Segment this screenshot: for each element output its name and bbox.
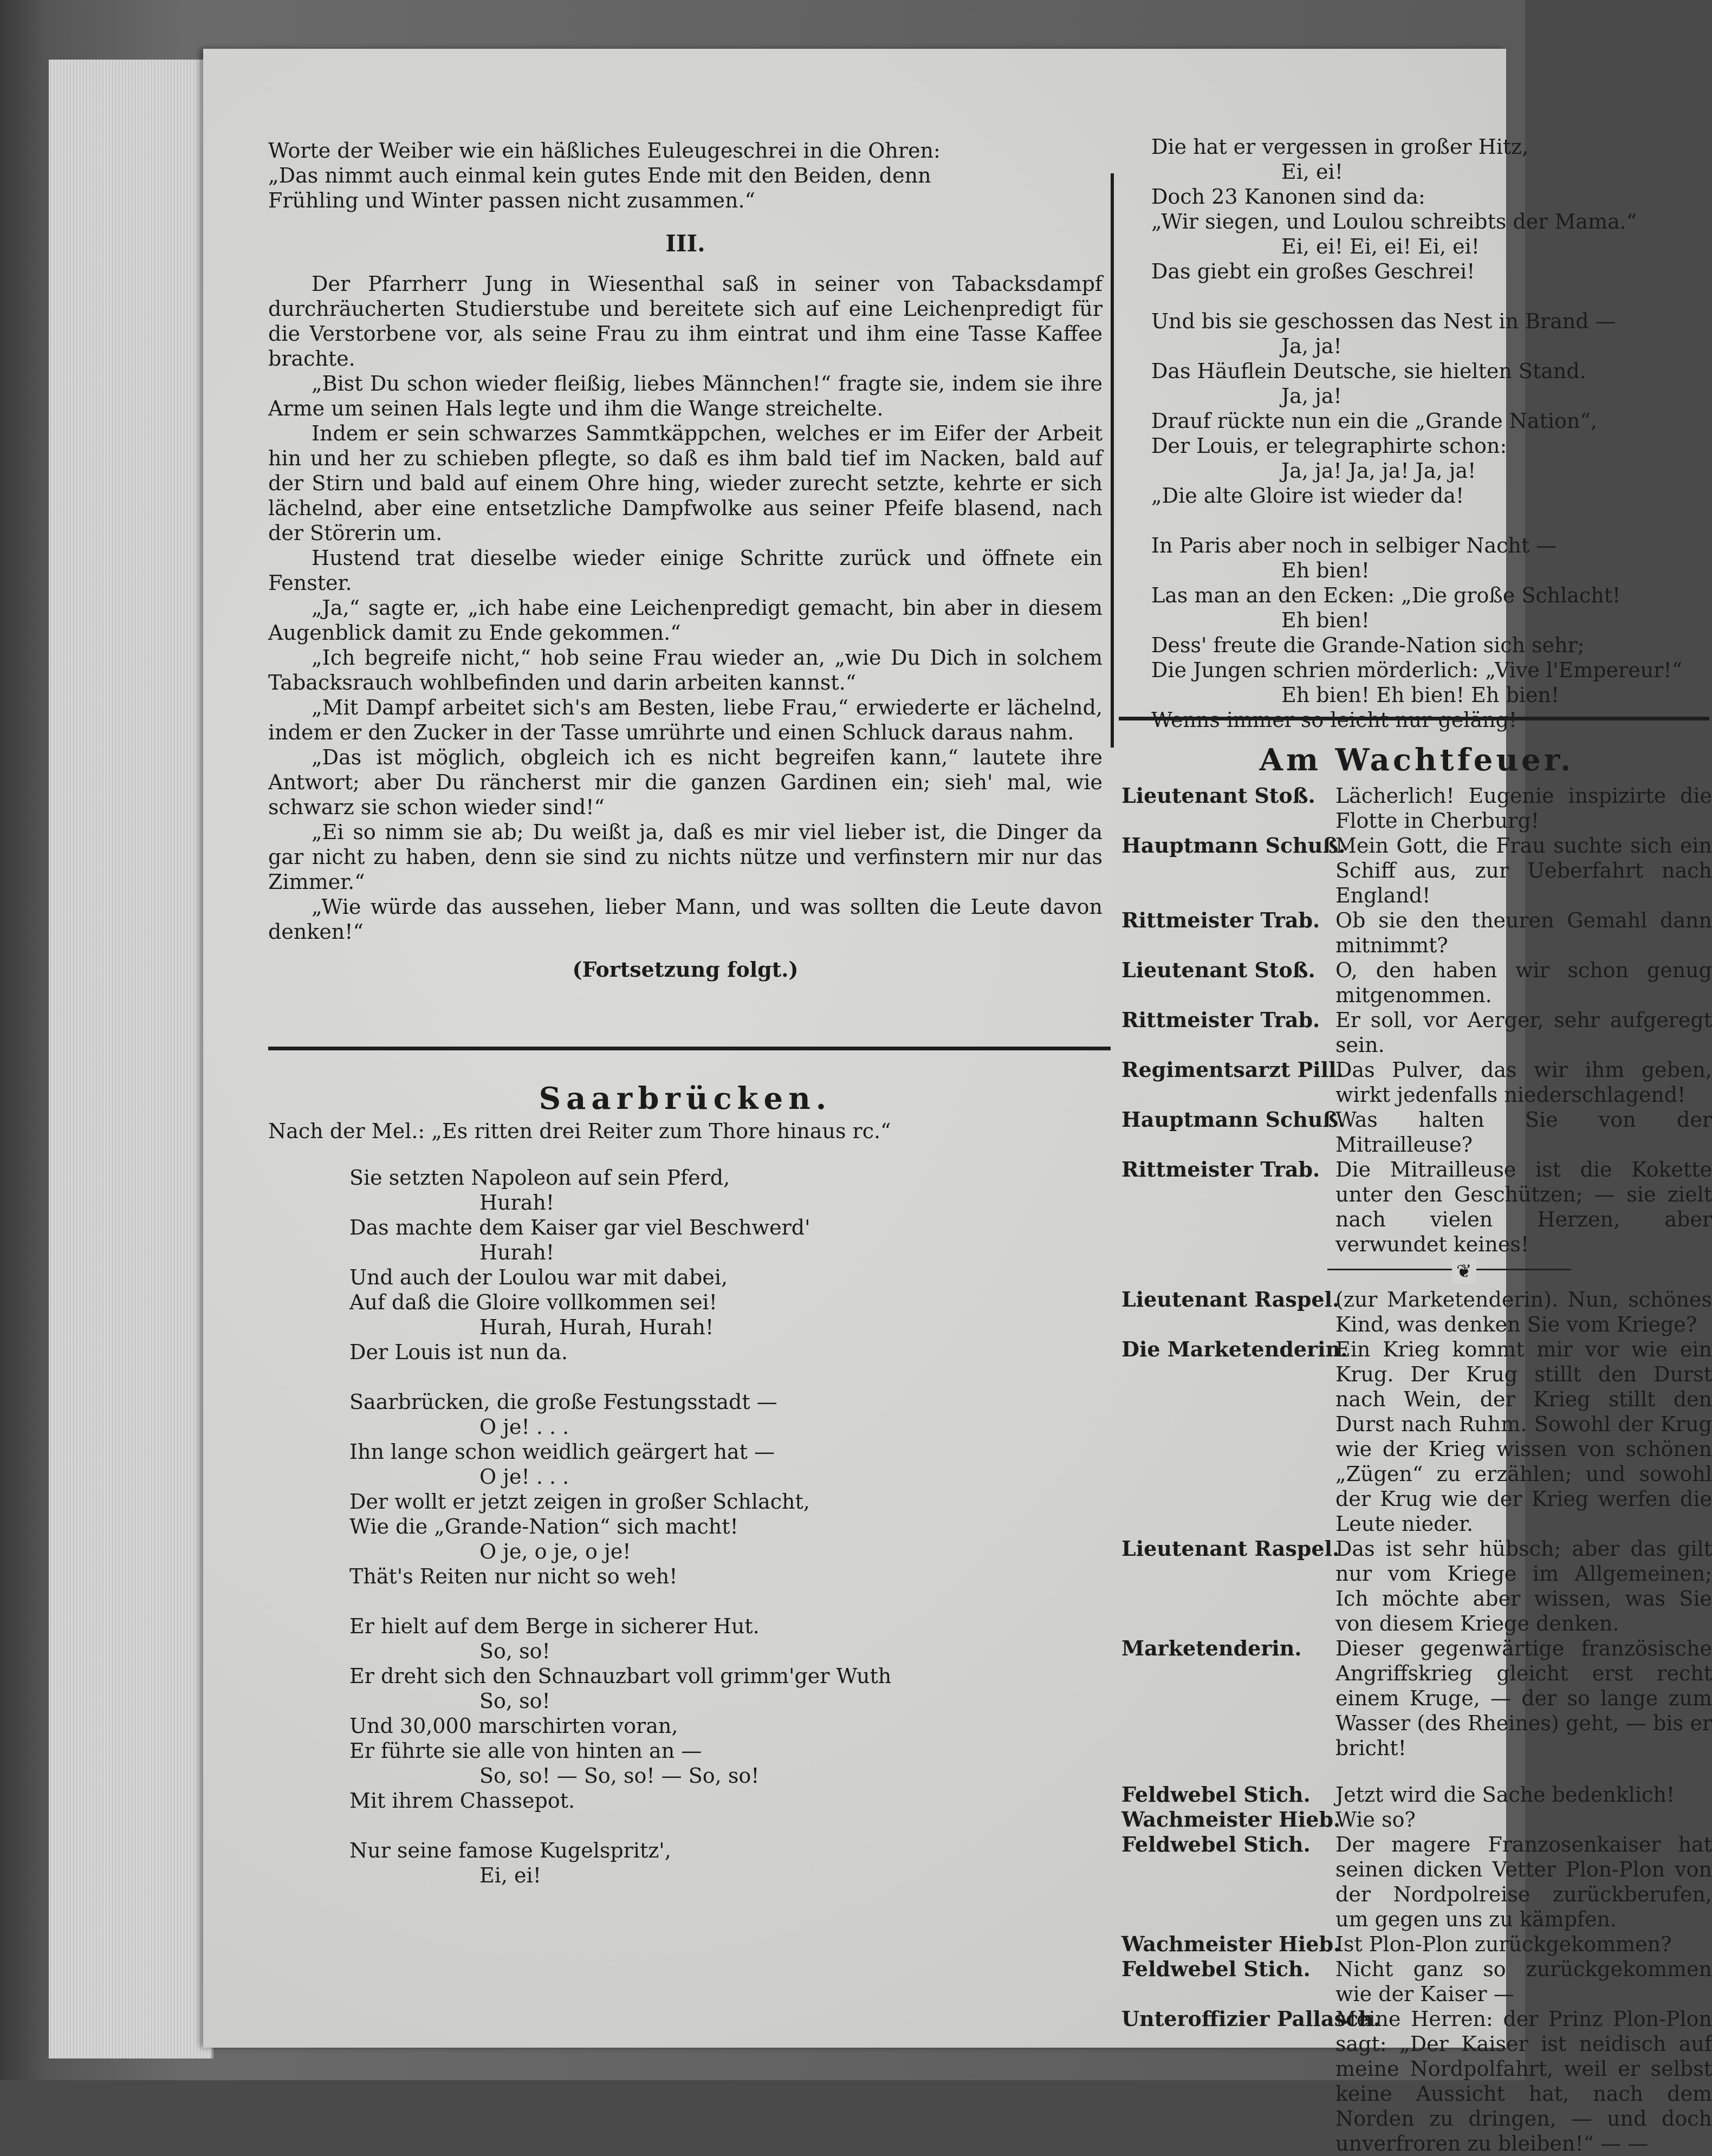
dialog-speaker: Rittmeister Trab. (1121, 1008, 1320, 1032)
wachtfeuer-section (1121, 742, 1712, 2156)
poem-refrain: Hurah, Hurah, Hurah! (479, 1315, 714, 1339)
dialog-speaker: Hauptmann Schuß. (1121, 1107, 1346, 1132)
poem-refrain: Ja, ja! (1281, 334, 1342, 358)
story-paragraph: Der Pfarrherr Jung in Wiesenthal saß in seiner von Tabacksdampf durchräucherten Studierstube und bereitete sich auf eine Leichenpredigt für die Verstorbene vor, als seine Frau zu ihm eintrat und ihm eine Tasse Kaffee brachte. (268, 272, 1103, 371)
story-paragraph: „Ja,“ sagte er, „ich habe eine Leichenpredigt gemacht, bin aber in diesem Augenblick damit zu Ende gekommen.“ (268, 596, 1103, 645)
poem-refrain: Ei, ei! Ei, ei! Ei, ei! (1281, 235, 1480, 258)
poem-line: Und auch der Loulou war mit dabei, (349, 1265, 728, 1289)
dialog-text: Was halten Sie von der Mitrailleuse? (1335, 1108, 1712, 1157)
rule-right (1119, 717, 1709, 720)
dialog-speaker: Lieutenant Raspel. (1121, 1287, 1340, 1311)
poem-refrain: Hurah! (479, 1191, 555, 1215)
poem-refrain: Eh bien! (1281, 608, 1370, 632)
poem-line: Das giebt ein großes Geschrei! (1151, 259, 1475, 283)
dialog-row (1121, 1107, 1712, 1157)
dialog-text: Jetzt wird die Sache bedenklich! (1335, 1783, 1675, 1807)
story-paragraph: „Mit Dampf arbeitet sich's am Besten, liebe Frau,“ erwiederte er lächelnd, indem er den Zucker in der Tasse umrührte und einen Schluck daraus nahm. (268, 696, 1103, 744)
poem-refrain: Ja, ja! (1281, 384, 1342, 408)
poem-line: Drauf rückte nun ein die „Grande Nation“, (1151, 409, 1597, 433)
poem-refrain: Ei, ei! (479, 1863, 541, 1887)
dialog-speaker: Rittmeister Trab. (1121, 908, 1320, 932)
right-column (1121, 134, 1701, 732)
left-column (268, 138, 1103, 982)
poem-continuation (1121, 134, 1701, 732)
dialog-row (1121, 1057, 1712, 1107)
dialog-speaker: Feldwebel Stich. (1121, 1782, 1311, 1807)
poem-refrain: Eh bien! (1281, 559, 1370, 582)
dialog-row (1121, 833, 1712, 908)
poem-line: Er führte sie alle von hinten an — (349, 1739, 702, 1763)
poem-stanza (349, 1838, 1103, 1888)
dialog-text: Wie so? (1335, 1808, 1416, 1832)
dialog-speaker: Die Marketenderin. (1121, 1337, 1348, 1361)
poem-line (1151, 284, 1701, 309)
dialog-speaker: Feldwebel Stich. (1121, 1832, 1311, 1856)
dialog-text: (zur Marketenderin). Nun, schönes Kind, was denken Sie vom Kriege? (1335, 1288, 1712, 1336)
dialog-row (1121, 958, 1712, 1008)
dialog-block-2 (1121, 1287, 1712, 1761)
poem-refrain: O je! . . . (479, 1415, 569, 1439)
dialog-text: Das Pulver, das wir ihm geben, wirkt jedenfalls niederschlagend! (1335, 1058, 1712, 1107)
dialog-block-3 (1121, 1782, 1712, 2156)
dialog-row (1121, 1807, 1712, 1832)
poem-line: Der Louis, er telegraphirte schon: (1151, 434, 1507, 458)
poem-refrain: O je! . . . (479, 1465, 569, 1489)
poem-line (1151, 508, 1701, 533)
dialog-row (1121, 1832, 1712, 1932)
poem-stanza (349, 1165, 1103, 1365)
to-be-continued: (Fortsetzung folgt.) (572, 957, 799, 982)
poem-line: Saarbrücken, die große Festungsstadt — (349, 1390, 777, 1414)
dialog-row (1121, 1337, 1712, 1536)
story-paragraph: „Das ist möglich, obgleich ich es nicht begreifen kann,“ lautete ihre Antwort; aber Du räncherst mir die ganzen Gardinen ein; sieh' mal, wie schwarz sie schon wieder sind!“ (268, 745, 1103, 819)
dialog-speaker: Marketenderin. (1121, 1636, 1302, 1660)
poem-line: Die hat er vergessen in großer Hitz, (1151, 135, 1529, 159)
poem-refrain: O je, o je, o je! (479, 1540, 631, 1563)
poem-line: Wie die „Grande-Nation“ sich macht! (349, 1515, 738, 1538)
poem-line: „Die alte Gloire ist wieder da! (1151, 484, 1464, 508)
dialog-text: Ob sie den theuren Gemahl dann mitnimmt? (1335, 908, 1712, 957)
poem-refrain: So, so! (479, 1689, 550, 1713)
dialog-text: Der magere Franzosenkaiser hat seinen dicken Vetter Plon-Plon von der Nordpolreise zurückberufen, um gegen uns zu kämpfen. (1335, 1833, 1712, 1931)
dialog-speaker: Unteroffizier Pallasch. (1121, 2006, 1380, 2031)
story-paragraph: „Wie würde das aussehen, lieber Mann, und was sollten die Leute davon denken!“ (268, 895, 1103, 944)
dialog-row (1121, 1287, 1712, 1337)
poem-refrain: Ja, ja! Ja, ja! Ja, ja! (1281, 459, 1476, 483)
dialog-speaker: Wachmeister Hieb. (1121, 1932, 1341, 1956)
section-number: III. (665, 230, 705, 257)
poem-line: Und 30,000 marschirten voran, (349, 1714, 678, 1738)
story-paragraphs (268, 271, 1103, 944)
story-paragraph: Hustend trat dieselbe wieder einige Schritte zurück und öffnete ein Fenster. (268, 546, 1103, 595)
dialog-row (1121, 1536, 1712, 1636)
poem-stanza (349, 1389, 1103, 1589)
dialog-speaker: Wachmeister Hieb. (1121, 1807, 1341, 1832)
dialog-row (1121, 908, 1712, 958)
dialog-row (1121, 1957, 1712, 2006)
poem-line: Auf daß die Gloire vollkommen sei! (349, 1290, 717, 1314)
poem-refrain: So, so! (479, 1639, 550, 1663)
column-gutter-top (1111, 173, 1114, 748)
dialog-speaker: Lieutenant Raspel. (1121, 1536, 1340, 1561)
poem-line: Las man an den Ecken: „Die große Schlacht! (1151, 583, 1621, 607)
dialog-speaker: Feldwebel Stich. (1121, 1957, 1311, 1981)
page-edges (49, 60, 213, 2058)
story-paragraph: „Bist Du schon wieder fleißig, liebes Männchen!“ fragte sie, indem sie ihre Arme um seinen Hals legte und ihm die Wange streichelte. (268, 372, 1103, 420)
poem-line: Der wollt er jetzt zeigen in großer Schlacht, (349, 1490, 810, 1514)
poem-line: Er hielt auf dem Berge in sicherer Hut. (349, 1614, 760, 1638)
dialog-text: Lächerlich! Eugenie inspizirte die Flotte in Cherburg! (1335, 784, 1712, 833)
dialog-text: Meine Herren: der Prinz Plon-Plon sagt: „Der Kaiser ist neidisch auf meine Nordpolfahrt, weil er selbst keine Aussicht hat, nach dem Norden zu dringen, — und doch unverfroren zu bleiben!“ — — (1335, 2007, 1712, 2155)
poem-refrain: Ei, ei! (1281, 160, 1343, 184)
dialog-row (1121, 2006, 1712, 2156)
dialog-text: O, den haben wir schon genug mitgenommen. (1335, 958, 1712, 1007)
poem-line: Mit ihrem Chassepot. (349, 1789, 575, 1813)
poem-line: Die Jungen schrien mörderlich: „Vive l'Empereur!“ (1151, 658, 1683, 682)
dialog-text: Er soll, vor Aerger, sehr aufgeregt sein. (1335, 1008, 1712, 1057)
poem-title: Saarbrücken. (539, 1081, 832, 1116)
dialog-text: Nicht ganz so zurückgekommen wie der Kaiser — (1335, 1957, 1712, 2006)
poem-line: Der Louis ist nun da. (349, 1340, 568, 1364)
dialog-speaker: Hauptmann Schuß. (1121, 833, 1346, 858)
poem-line: In Paris aber noch in selbiger Nacht — (1151, 534, 1557, 557)
story-paragraph: „Ich begreife nicht,“ hob seine Frau wieder an, „wie Du Dich in solchem Tabacksrauch wohlbefinden und darin arbeiten kannst.“ (268, 646, 1103, 694)
poem-refrain: Eh bien! Eh bien! Eh bien! (1281, 683, 1560, 707)
poem-melody: Nach der Mel.: „Es ritten drei Reiter zum Thore hinaus rc.“ (268, 1119, 891, 1143)
poem-line: Das machte dem Kaiser gar viel Beschwerd' (349, 1216, 810, 1239)
poem-line: Und bis sie geschossen das Nest in Brand — (1151, 309, 1616, 333)
dialog-text: Die Mitrailleuse ist die Kokette unter den Geschützen; — sie zielt nach vielen Herzen, aber verwundet keines! (1335, 1158, 1712, 1256)
poem-line: Thät's Reiten nur nicht so weh! (349, 1564, 678, 1588)
dialog-speaker: Regimentsarzt Pill. (1121, 1057, 1344, 1082)
dialog-row (1121, 1932, 1712, 1957)
poem-line: „Wir siegen, und Loulou schreibts der Mama.“ (1151, 210, 1637, 233)
wachtfeuer-title: Am Wachtfeuer. (1259, 742, 1574, 778)
rule-left (268, 1047, 1111, 1050)
poem-line: Nur seine famose Kugelspritz', (349, 1839, 671, 1862)
story-paragraph: Indem er sein schwarzes Sammtkäppchen, welches er im Eifer der Arbeit hin und her zu schieben pflegte, so daß es ihm bald tief im Nacken, bald auf der Stirn und bald auf einem Ohre hing, wieder zurecht setzte, kehrte er sich lächelnd, aber eine entsetzliche Dampfwolke aus seiner Pfeife blasend, nach der Störerin um. (268, 421, 1103, 545)
dialog-text: Das ist sehr hübsch; aber das gilt nur vom Kriege im Allgemeinen; Ich möchte aber wissen, was Sie von diesem Kriege denken. (1335, 1537, 1712, 1635)
dialog-text: Ein Krieg kommt mir vor wie ein Krug. Der Krug stillt den Durst nach Wein, der Krieg stillt den Durst nach Ruhm. Sowohl der Krug wie der Krieg wissen von schönen „Zügen“ zu erzählen; und sowohl der Krug wie der Krieg werfen die Leute nieder. (1335, 1337, 1712, 1536)
saarbruecken-poem (268, 1081, 1103, 1913)
dialog-row (1121, 1782, 1712, 1807)
ornament-divider (1121, 1257, 1712, 1282)
dialog-speaker: Rittmeister Trab. (1121, 1157, 1320, 1181)
dialog-row (1121, 1008, 1712, 1057)
dialog-row (1121, 783, 1712, 833)
dialog-text: Ist Plon-Plon zurückgekommen? (1335, 1932, 1672, 1956)
poem-stanzas (268, 1165, 1103, 1888)
poem-refrain: So, so! — So, so! — So, so! (479, 1764, 760, 1788)
dialog-text: Dieser gegenwärtige französische Angriffskrieg gleicht erst recht einem Kruge, — der so lange zum Wasser (des Rheines) geht, — bis er bricht! (1335, 1637, 1712, 1760)
dialog-block-1 (1121, 783, 1712, 1257)
poem-line: Das Häuflein Deutsche, sie hielten Stand. (1151, 359, 1586, 383)
dialog-text: Mein Gott, die Frau suchte sich ein Schiff aus, zur Ueberfahrt nach England! (1335, 834, 1712, 907)
dialog-speaker: Lieutenant Stoß. (1121, 958, 1315, 982)
poem-line: Dess' freute die Grande-Nation sich sehr; (1151, 633, 1585, 657)
dialog-row (1121, 1157, 1712, 1257)
poem-stanza (349, 1614, 1103, 1813)
poem-line: Doch 23 Kanonen sind da: (1151, 185, 1425, 209)
newspaper-page (203, 49, 1712, 2155)
dialog-speaker: Lieutenant Stoß. (1121, 783, 1315, 808)
story-paragraph: „Ei so nimm sie ab; Du weißt ja, daß es mir viel lieber ist, die Dinger da gar nicht zu haben, denn sie sind zu nichts nütze und verfinstern mir nur das Zimmer.“ (268, 820, 1103, 894)
fleuron-icon: ❦ (1452, 1259, 1476, 1284)
poem-line: Ihn lange schon weidlich geärgert hat — (349, 1440, 775, 1464)
poem-line: Sie setzten Napoleon auf sein Pferd, (349, 1166, 730, 1190)
dialog-row (1121, 1636, 1712, 1761)
poem-line: Er dreht sich den Schnauzbart voll grimm'ger Wuth (349, 1664, 892, 1688)
story-continuation-p1: Worte der Weiber wie ein häßliches Euleugeschrei in die Ohren: „Das nimmt auch einmal kein gutes Ende mit den Beiden, denn Frühling und Winter passen nicht zusammen.“ (268, 139, 941, 212)
poem-refrain: Hurah! (479, 1241, 555, 1264)
